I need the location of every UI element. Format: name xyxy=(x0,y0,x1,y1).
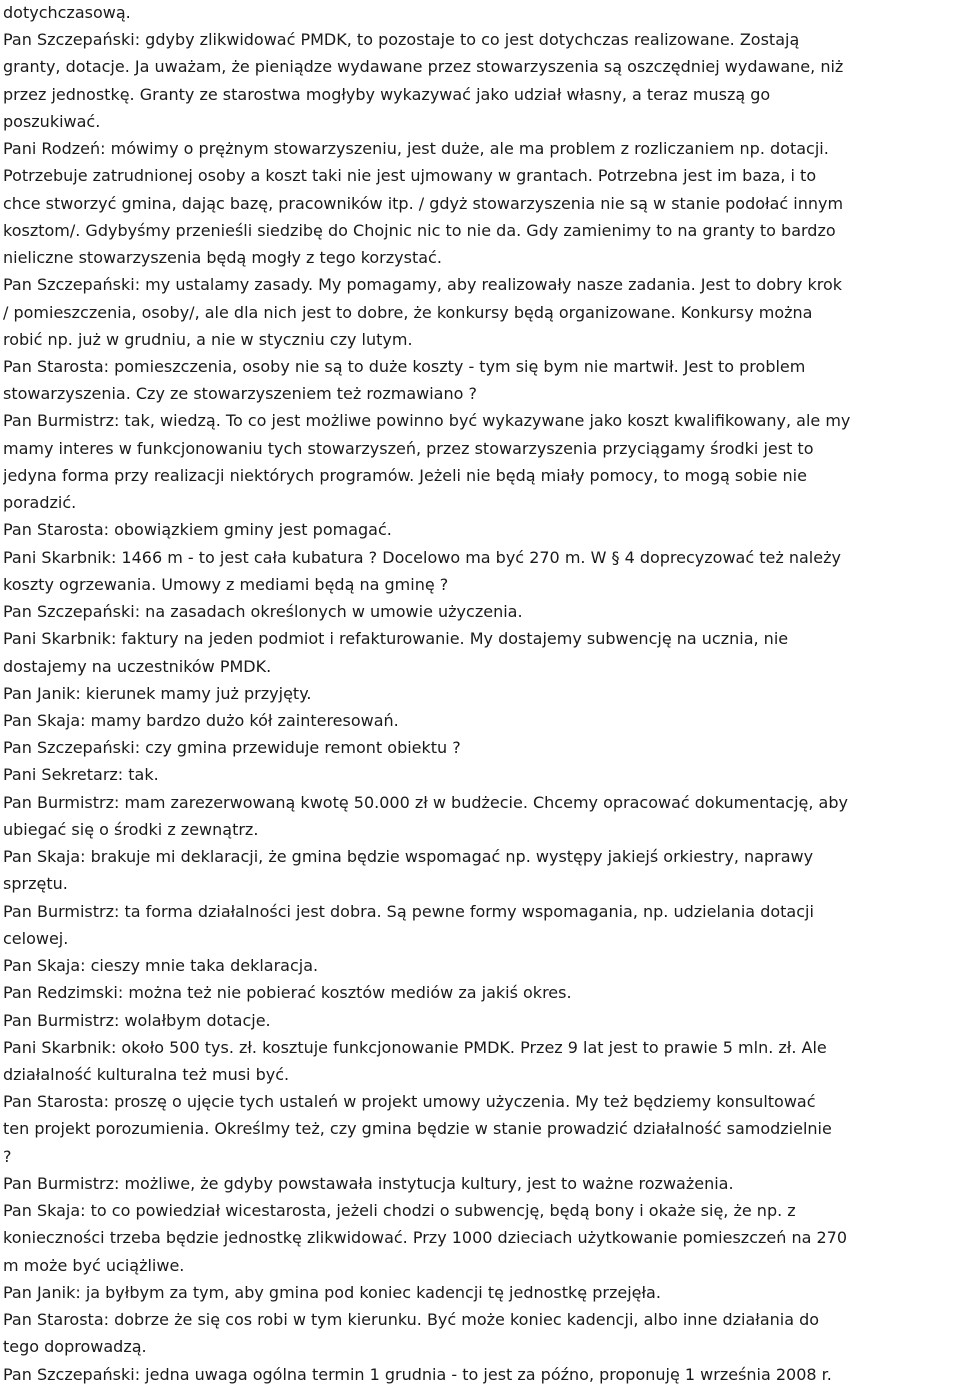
text-line: m może być uciążliwe. xyxy=(3,1255,185,1275)
text-line: Pan Skaja: brakuje mi deklaracji, że gmina będzie wspomagać np. występy jakiejś orkiestry, naprawy xyxy=(3,847,814,867)
text-line: sprzętu. xyxy=(3,874,68,894)
text-line: koszty ogrzewania. Umowy z mediami będą na gminę ? xyxy=(3,574,449,594)
text-line: Pan Burmistrz: mam zarezerwowaną kwotę 50.000 zł w budżecie. Chcemy opracować dokumentację, aby xyxy=(3,792,848,812)
text-line: mamy interes w funkcjonowaniu tych stowarzyszeń, przez stowarzyszenia przyciągamy środki jest to xyxy=(3,438,814,458)
text-line: Potrzebuje zatrudnionej osoby a koszt taki nie jest ujmowany w grantach. Potrzebna jest im baza, i to xyxy=(3,166,817,186)
text-line: dotychczasową. xyxy=(3,3,131,22)
document-page xyxy=(3,0,958,1390)
text-line: Pan Janik: kierunek mamy już przyjęty. xyxy=(3,683,312,703)
text-line: Pan Skaja: mamy bardzo dużo kół zainteresowań. xyxy=(3,710,399,730)
text-line: Pan Burmistrz: tak, wiedzą. To co jest możliwe powinno być wykazywane jako koszt kwalifikowany, ale my xyxy=(3,411,851,431)
text-line: ten projekt porozumienia. Określmy też, czy gmina będzie w stanie prowadzić działalność samodzielnie xyxy=(3,1119,832,1139)
text-line: Pan Burmistrz: ta forma działalności jest dobra. Są pewne formy wspomagania, np. udzielania dotacji xyxy=(3,901,814,921)
text-line: Pan Skaja: cieszy mnie taka deklaracja. xyxy=(3,956,319,976)
text-line: Pan Szczepański: na zasadach określonych w umowie użyczenia. xyxy=(3,602,523,622)
text-line: Pan Skaja: to co powiedział wicestarosta, jeżeli chodzi o subwencję, będą bony i okaże się, że np. z xyxy=(3,1201,796,1221)
text-line: Pani Rodzeń: mówimy o prężnym stowarzyszeniu, jest duże, ale ma problem z rozliczaniem np. dotacji. xyxy=(3,139,829,159)
text-line: stowarzyszenia. Czy ze stowarzyszeniem też rozmawiano ? xyxy=(3,384,477,404)
text-line: Pan Starosta: pomieszczenia, osoby nie są to duże koszty - tym się bym nie martwił. Jest to problem xyxy=(3,356,806,376)
text-line: celowej. xyxy=(3,928,69,948)
text-line: kosztom/. Gdybyśmy przenieśli siedzibę do Chojnic nic to nie da. Gdy zamienimy to na granty to bardzo xyxy=(3,220,836,240)
text-line: poradzić. xyxy=(3,493,77,513)
text-line: Pan Szczepański: my ustalamy zasady. My pomagamy, aby realizowały nasze zadania. Jest to dobry krok xyxy=(3,275,842,295)
text-line: Pan Starosta: dobrze że się cos robi w tym kierunku. Być może koniec kadencji, albo inne działania do xyxy=(3,1310,820,1330)
text-line: Pan Burmistrz: możliwe, że gdyby powstawała instytucja kultury, jest to ważne rozważenia. xyxy=(3,1173,734,1193)
text-line: Pani Skarbnik: 1466 m - to jest cała kubatura ? Docelowo ma być 270 m. W § 4 doprecyzować też należy xyxy=(3,547,841,567)
text-line: Pan Szczepański: jedna uwaga ogólna termin 1 grudnia - to jest za późno, proponuję 1 września 2008 r. xyxy=(3,1364,832,1384)
text-line: nieliczne stowarzyszenia będą mogły z tego korzystać. xyxy=(3,248,442,268)
text-line: Pan Szczepański: czy gmina przewiduje remont obiektu ? xyxy=(3,738,461,758)
text-line: tego doprowadzą. xyxy=(3,1337,147,1357)
text-line: Pani Skarbnik: faktury na jeden podmiot i refakturowanie. My dostajemy subwencję na ucznia, nie xyxy=(3,629,789,649)
text-line: robić np. już w grudniu, a nie w styczniu czy lutym. xyxy=(3,329,413,349)
text-line: Pani Skarbnik: około 500 tys. zł. kosztuje funkcjonowanie PMDK. Przez 9 lat jest to prawie 5 mln. zł. Ale xyxy=(3,1037,827,1057)
text-line: Pan Redzimski: można też nie pobierać kosztów mediów za jakiś okres. xyxy=(3,983,572,1003)
text-line: jedyna forma przy realizacji niektórych programów. Jeżeli nie będą miały pomocy, to mogą sobie nie xyxy=(3,465,807,485)
text-line: ? xyxy=(3,1146,12,1166)
text-line: granty, dotacje. Ja uważam, że pieniądze wydawane przez stowarzyszenia są oszczędniej wydawane, niż xyxy=(3,57,844,77)
text-line: Pan Szczepański: gdyby zlikwidować PMDK, to pozostaje to co jest dotychczas realizowane. Zostają xyxy=(3,30,800,50)
text-line: konieczności trzeba będzie jednostkę zlikwidować. Przy 1000 dzieciach użytkowanie pomieszczeń na 270 xyxy=(3,1228,848,1248)
text-line: poszukiwać. xyxy=(3,111,101,131)
text-line: / pomieszczenia, osoby/, ale dla nich jest to dobre, że konkursy będą organizowane. Konkursy można xyxy=(3,302,813,322)
text-line: Pan Burmistrz: wolałbym dotacje. xyxy=(3,1010,271,1030)
text-line: Pani Sekretarz: tak. xyxy=(3,765,159,785)
text-line: Pan Janik: ja byłbym za tym, aby gmina pod koniec kadencji tę jednostkę przejęła. xyxy=(3,1282,661,1302)
text-line: dostajemy na uczestników PMDK. xyxy=(3,656,272,676)
text-line: Pan Starosta: obowiązkiem gminy jest pomagać. xyxy=(3,520,392,540)
text-line: przez jednostkę. Granty ze starostwa mogłyby wykazywać jako udział własny, a teraz muszą go xyxy=(3,84,771,104)
text-line: działalność kulturalna też musi być. xyxy=(3,1064,290,1084)
text-line: Pan Starosta: proszę o ujęcie tych ustaleń w projekt umowy użyczenia. My też będziemy konsultować xyxy=(3,1092,816,1112)
text-line: ubiegać się o środki z zewnątrz. xyxy=(3,819,259,839)
text-line: chce stworzyć gmina, dając bazę, pracowników itp. / gdyż stowarzyszenia nie są w stanie podołać innym xyxy=(3,193,844,213)
